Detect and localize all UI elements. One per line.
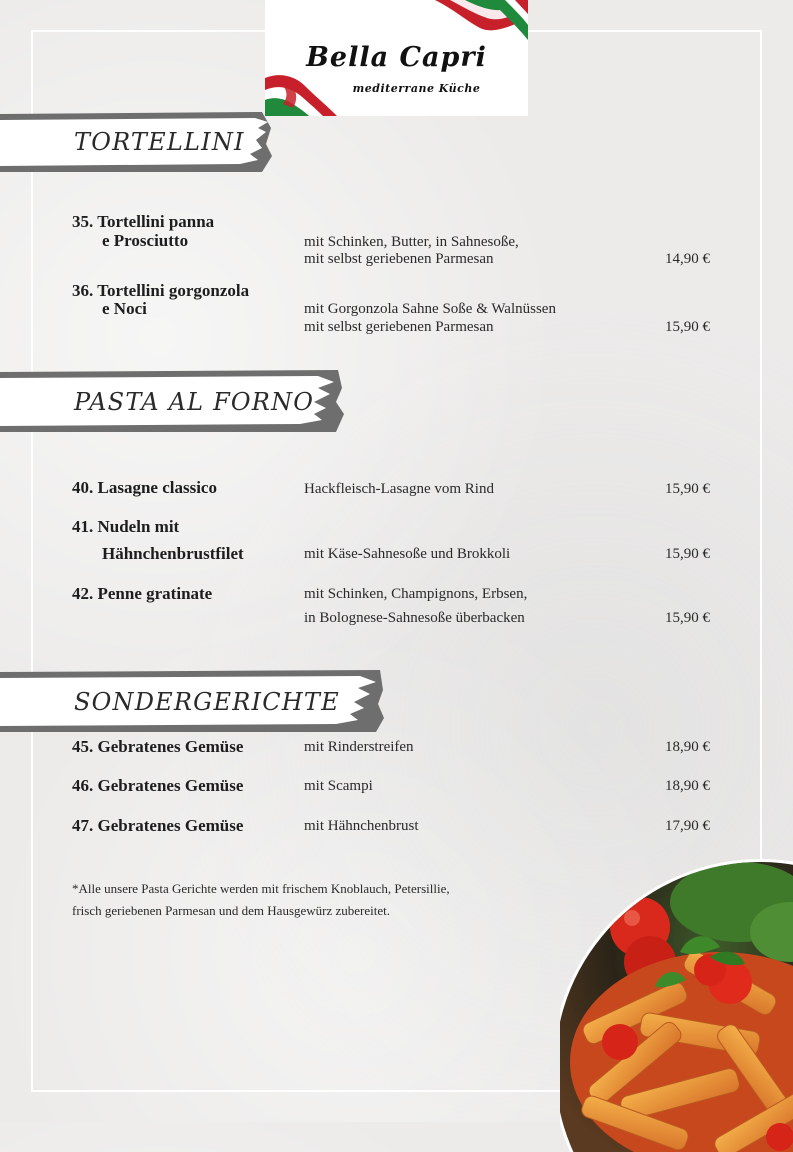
- section-title: TORTELLINI: [74, 128, 245, 156]
- menu-item-name: 45. Gebratenes Gemüse: [72, 737, 244, 756]
- menu-item-name: 40. Lasagne classico: [72, 478, 217, 497]
- menu-item-description: mit Rinderstreifen: [304, 739, 414, 755]
- menu-item: [72, 517, 722, 567]
- menu-item-description: mit Hähnchenbrust: [304, 818, 419, 834]
- menu-item-price: 18,90 €: [665, 778, 710, 794]
- menu-item-name-cont: e Prosciutto: [102, 231, 189, 250]
- menu-item-name: 35. Tortellini panna: [72, 212, 215, 231]
- menu-item: [72, 478, 722, 502]
- menu-item-name: 42. Penne gratinate: [72, 584, 213, 603]
- restaurant-name: Bella Capri: [306, 42, 487, 73]
- menu-item-price: 15,90 €: [665, 610, 710, 626]
- footnote-line: *Alle unsere Pasta Gerichte werden mit frischem Knoblauch, Petersillie,: [72, 881, 450, 896]
- penne-dish-image: [560, 852, 793, 1152]
- section-banner-sondergerichte: [0, 668, 390, 728]
- menu-item: [72, 281, 722, 341]
- menu-item-price: 15,90 €: [665, 481, 710, 497]
- section-banner-tortellini: [0, 110, 280, 170]
- menu-item: [72, 584, 722, 634]
- menu-item-description: mit Schinken, Butter, in Sahnesoße,: [304, 234, 519, 250]
- menu-item-price: 18,90 €: [665, 739, 710, 755]
- menu-item: [72, 776, 722, 800]
- section-banner-pasta-al-forno: [0, 368, 350, 428]
- menu-item: [72, 212, 722, 272]
- restaurant-logo: [265, 0, 528, 116]
- menu-item-description: mit Gorgonzola Sahne Soße & Walnüssen: [304, 301, 556, 317]
- menu-item-description: Hackfleisch-Lasagne vom Rind: [304, 481, 494, 497]
- menu-item-name: 36. Tortellini gorgonzola: [72, 281, 250, 300]
- menu-item-description: mit Käse-Sahnesoße und Brokkoli: [304, 546, 511, 562]
- menu-item: [72, 816, 722, 840]
- menu-item-description-cont: mit selbst geriebenen Parmesan: [304, 319, 494, 335]
- footnote: [72, 878, 592, 922]
- menu-item-name: 41. Nudeln mit: [72, 517, 180, 536]
- menu-item-description: mit Schinken, Champignons, Erbsen,: [304, 586, 528, 602]
- section-title: SONDERGERICHTE: [74, 688, 340, 716]
- menu-item-name: 46. Gebratenes Gemüse: [72, 776, 244, 795]
- restaurant-tagline: mediterrane Küche: [352, 82, 481, 95]
- menu-item: [72, 737, 722, 761]
- menu-item-price: 15,90 €: [665, 546, 710, 562]
- footnote-line: frisch geriebenen Parmesan und dem Hausgewürz zubereitet.: [72, 903, 391, 918]
- menu-item-description-cont: in Bolognese-Sahnesoße überbacken: [304, 610, 525, 626]
- menu-item-name-cont: Hähnchenbrustfilet: [102, 544, 244, 563]
- menu-item-price: 15,90 €: [665, 319, 710, 335]
- menu-item-name-cont: e Noci: [102, 299, 147, 318]
- menu-item-name: 47. Gebratenes Gemüse: [72, 816, 244, 835]
- menu-item-price: 17,90 €: [665, 818, 710, 834]
- menu-item-price: 14,90 €: [665, 251, 710, 267]
- menu-item-description-cont: mit selbst geriebenen Parmesan: [304, 251, 494, 267]
- menu-item-description: mit Scampi: [304, 778, 373, 794]
- section-title: PASTA AL FORNO: [74, 388, 315, 416]
